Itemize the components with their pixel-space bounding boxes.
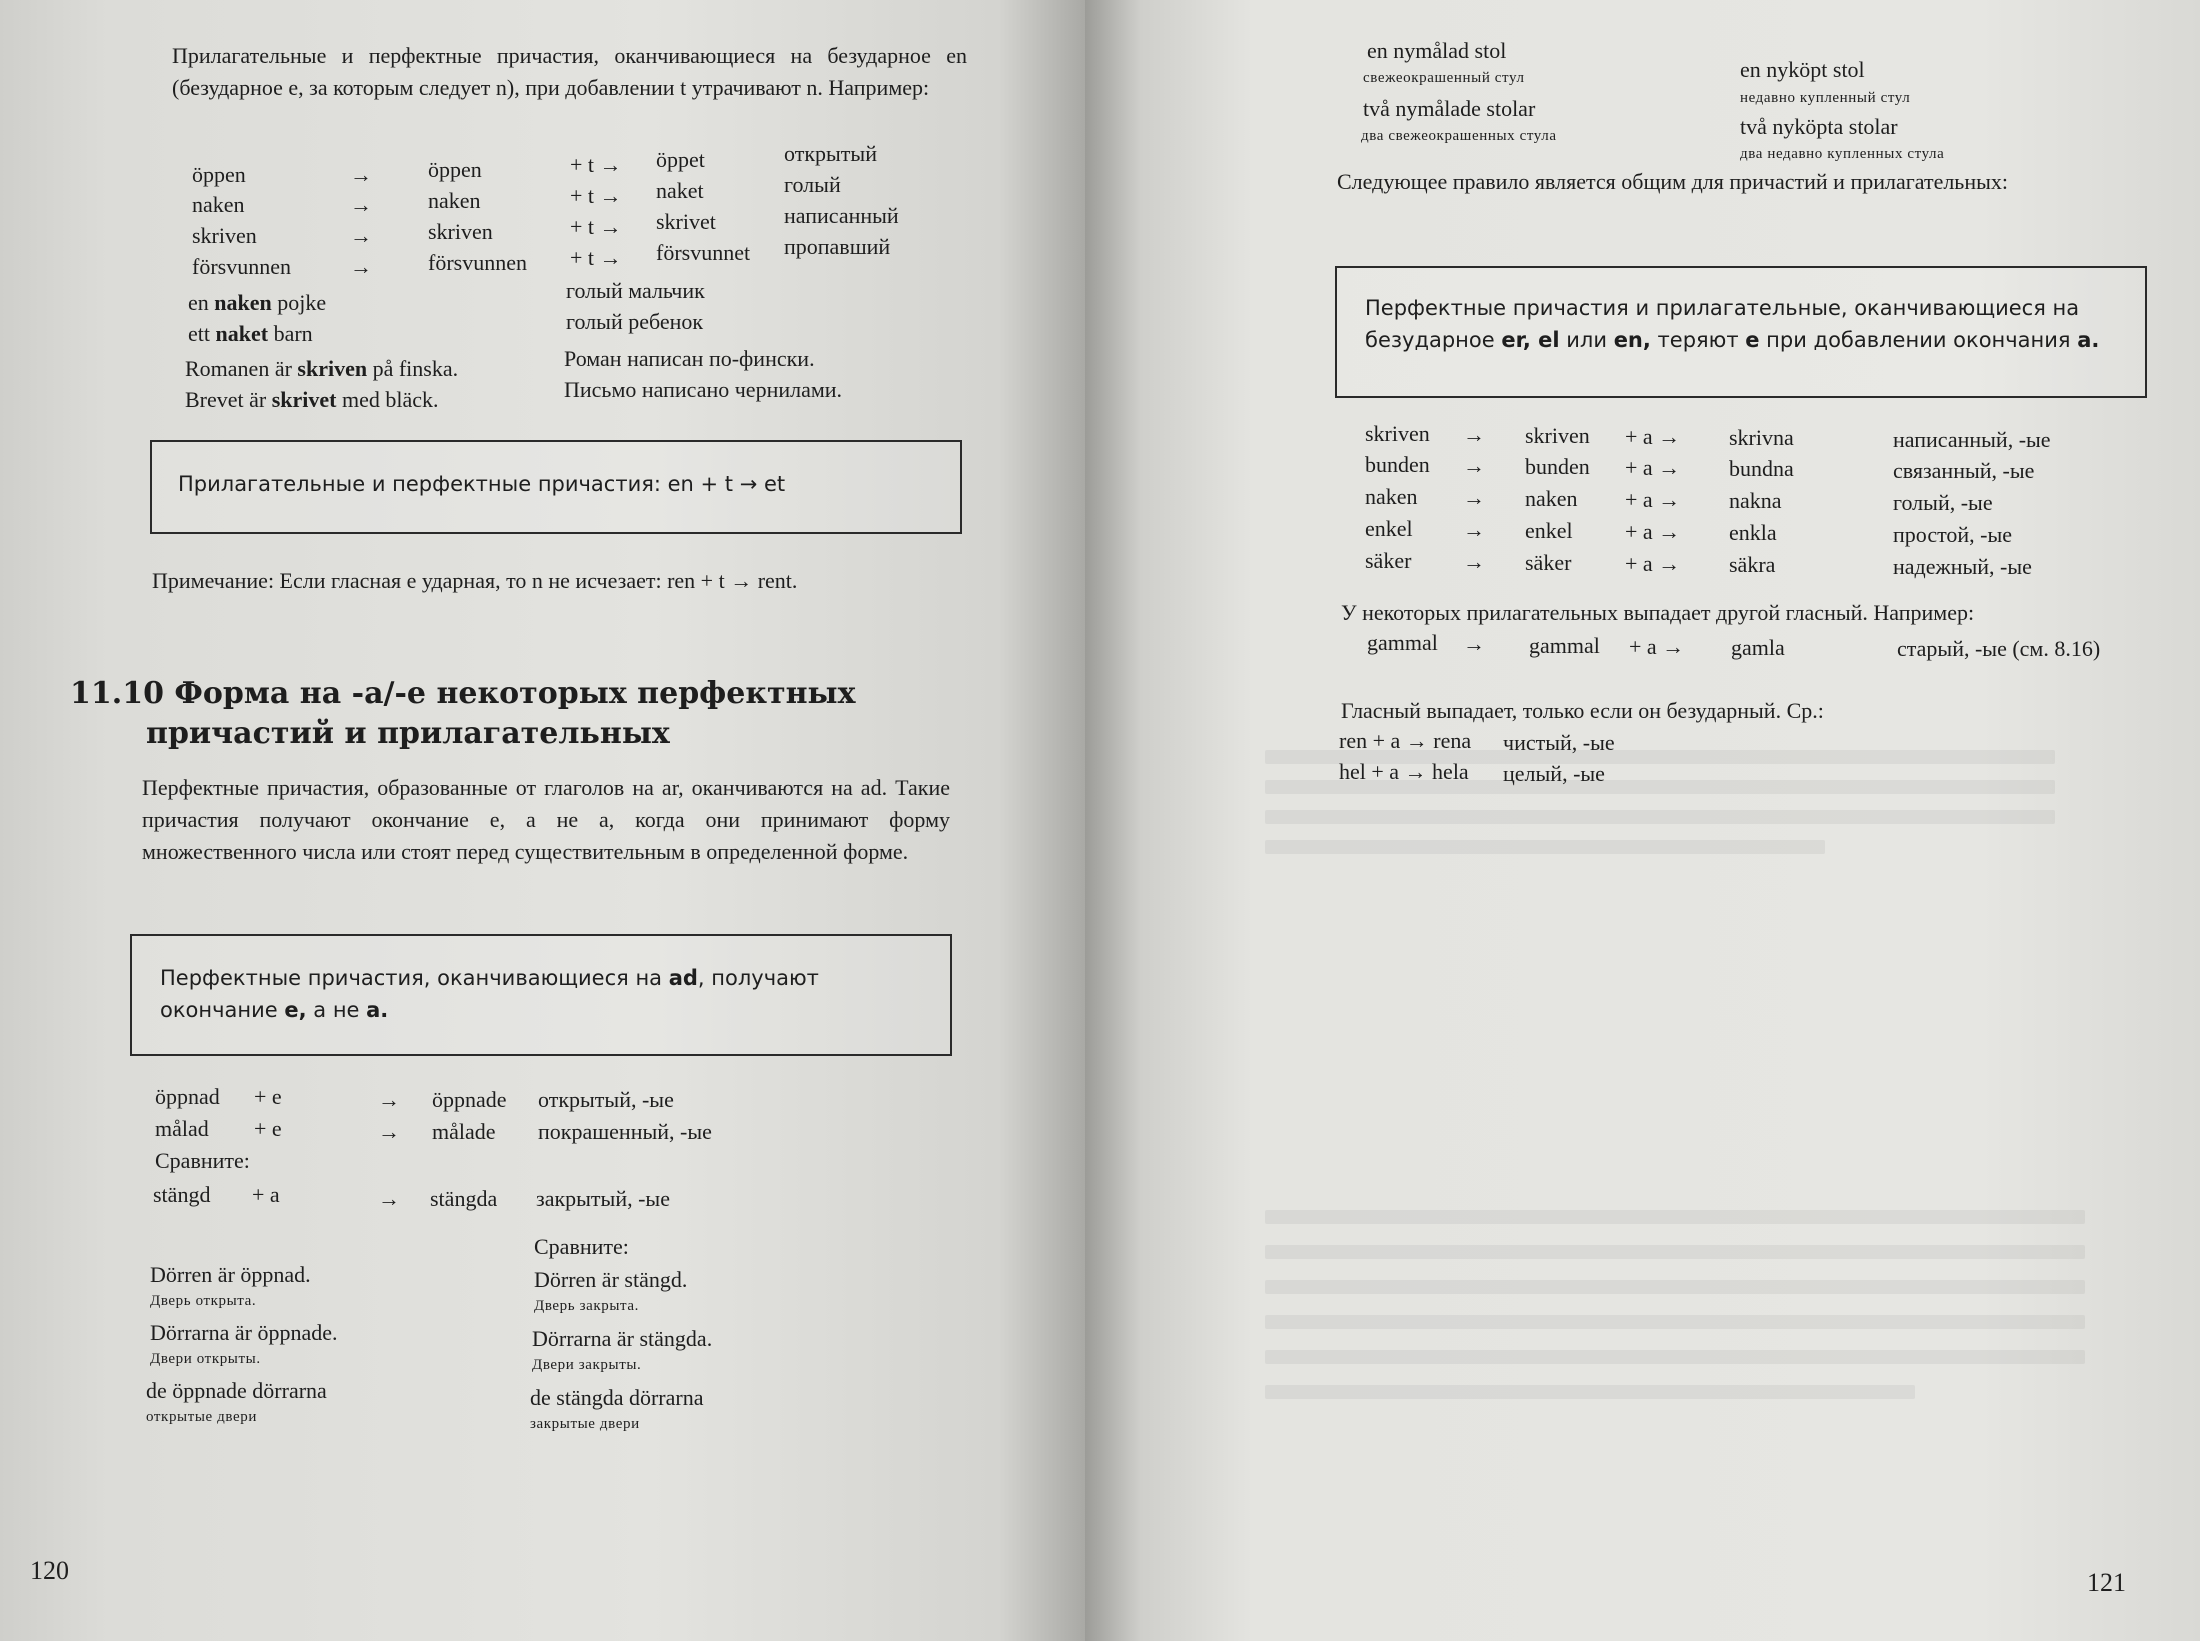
- form-translation: закрытый, -ые: [536, 1186, 670, 1211]
- form-suffix: + a: [252, 1182, 280, 1207]
- row-translation: простой, -ые: [1893, 522, 2013, 547]
- row-base: skriven: [1365, 421, 1430, 446]
- row-translation: голый, -ые: [1893, 490, 1993, 515]
- row-translation: старый, -ые (см. 8.16): [1897, 636, 2101, 661]
- row-stem: säker: [1525, 550, 1572, 575]
- rule-box: [150, 440, 962, 534]
- row-translation: написанный: [784, 203, 899, 228]
- example-translation: чистый, -ые: [1503, 730, 1615, 755]
- arrow: →: [350, 192, 372, 217]
- example-translation: Роман написан по-фински.: [564, 346, 815, 371]
- row-stem: öppen: [428, 157, 482, 182]
- intro-paragraph: Прилагательные и перфектные причастия, оканчивающиеся на безударное en (безударное e, за которым следует n), при добавлении t утрачивают n. Например:: [172, 43, 967, 100]
- row-result: försvunnet: [656, 240, 751, 265]
- example-translation: голый мальчик: [566, 278, 705, 303]
- row-suffix: + t →: [570, 152, 622, 177]
- arrow: →: [378, 1186, 400, 1211]
- arrow: →: [350, 162, 372, 187]
- section-heading-line2: причастий и прилагательных: [146, 716, 670, 751]
- right-page: [1085, 0, 2200, 1641]
- paragraph: Гласный выпадает, только если он безударный. Ср.:: [1341, 698, 1824, 723]
- rule-text: Прилагательные и перфектные причастия: en + t → et: [178, 472, 786, 496]
- row-stem: bunden: [1525, 454, 1590, 479]
- note: Примечание: Если гласная e ударная, то n не исчезает: ren + t → rent.: [152, 568, 798, 593]
- row-base: naken: [192, 192, 245, 217]
- row-base: bunden: [1365, 452, 1430, 477]
- row-suffix: + t →: [570, 214, 622, 239]
- arrow: →: [378, 1087, 400, 1112]
- arrow: →: [378, 1119, 400, 1144]
- form-result: stängda: [430, 1186, 498, 1211]
- arrow: →: [1463, 517, 1485, 542]
- example-translation: Письмо написано чернилами.: [564, 377, 843, 402]
- left-page: [0, 0, 1085, 1641]
- form-suffix: + e: [254, 1116, 282, 1141]
- row-base: skriven: [192, 223, 257, 248]
- example-sentence: Dörren är öppnad.: [150, 1262, 311, 1287]
- example-translation: Дверь закрыта.: [534, 1298, 639, 1314]
- row-suffix: + a →: [1625, 551, 1681, 576]
- row-stem: naken: [1525, 486, 1578, 511]
- form-result: öppnade: [432, 1087, 507, 1112]
- example-sentence: ett naket barn: [188, 321, 313, 346]
- row-base: försvunnen: [192, 254, 291, 279]
- row-translation: пропавший: [784, 234, 891, 259]
- example-phrase: en nyköpt stol: [1740, 57, 1865, 82]
- arrow: →: [350, 254, 372, 279]
- row-result: enkla: [1729, 520, 1777, 545]
- row-stem: enkel: [1525, 518, 1573, 543]
- example-translation: голый ребенок: [566, 309, 704, 334]
- paragraph: У некоторых прилагательных выпадает другой гласный. Например:: [1341, 600, 1975, 625]
- example-sentence: en naken pojke: [188, 290, 327, 315]
- row-suffix: + t →: [570, 245, 622, 270]
- row-suffix: + a →: [1625, 487, 1681, 512]
- compare-label: Сравните:: [534, 1234, 629, 1259]
- section-paragraph: Перфектные причастия, образованные от глаголов на ar, оканчиваются на ad. Такие причастия получают окончание e, а не a, когда они принимают форму множественного числа или стоят перед существительным в определенной форме.: [142, 775, 950, 864]
- arrow: →: [1463, 631, 1485, 656]
- row-result: bundna: [1729, 456, 1794, 481]
- row-base: gammal: [1367, 630, 1438, 655]
- example-sentence: de stängda dörrarna: [530, 1385, 704, 1410]
- example-sentence: Dörrarna är stängda.: [532, 1326, 713, 1351]
- page-number: 121: [2087, 1568, 2126, 1597]
- example-translation: Двери открыты.: [150, 1351, 261, 1367]
- rule-intro: Следующее правило является общим для причастий и прилагательных:: [1337, 169, 2009, 194]
- example-phrase: en nymålad stol: [1367, 38, 1507, 63]
- row-base: enkel: [1365, 516, 1413, 541]
- arrow: →: [1463, 549, 1485, 574]
- arrow: →: [1463, 485, 1485, 510]
- form-translation: открытый, -ые: [538, 1087, 674, 1112]
- example-sentence: Dörrarna är öppnade.: [150, 1320, 338, 1345]
- row-result: naket: [656, 178, 704, 203]
- example-translation: целый, -ые: [1503, 761, 1605, 786]
- example-translation: два свежеокрашенных стула: [1361, 128, 1557, 144]
- example-phrase: ren + a → rena: [1339, 728, 1472, 753]
- row-suffix: + a →: [1625, 519, 1681, 544]
- arrow: →: [1463, 453, 1485, 478]
- row-base: öppen: [192, 162, 246, 187]
- row-suffix: + a →: [1625, 424, 1681, 449]
- row-translation: связанный, -ые: [1893, 458, 2035, 483]
- row-suffix: + t →: [570, 183, 622, 208]
- example-sentence: Dörren är stängd.: [534, 1267, 688, 1292]
- form-base: målad: [155, 1116, 209, 1141]
- example-translation: открытые двери: [146, 1409, 257, 1425]
- page-number: 120: [30, 1556, 69, 1585]
- example-translation: недавно купленный стул: [1740, 90, 1911, 106]
- row-result: säkra: [1729, 552, 1776, 577]
- row-stem: skriven: [428, 219, 493, 244]
- row-stem: naken: [428, 188, 481, 213]
- row-base: säker: [1365, 548, 1412, 573]
- row-translation: открытый: [784, 141, 877, 166]
- row-result: skrivna: [1729, 425, 1794, 450]
- rule-text: окончание e, а не a.: [160, 998, 389, 1022]
- row-translation: написанный, -ые: [1893, 427, 2051, 452]
- arrow: →: [350, 223, 372, 248]
- example-translation: свежеокрашенный стул: [1363, 70, 1525, 86]
- row-stem: skriven: [1525, 423, 1590, 448]
- form-result: målade: [432, 1119, 496, 1144]
- row-result: nakna: [1729, 488, 1782, 513]
- form-base: öppnad: [155, 1084, 220, 1109]
- example-translation: Двери закрыты.: [532, 1357, 642, 1373]
- example-sentence: Brevet är skrivet med bläck.: [185, 387, 439, 412]
- rule-text: Перфектные причастия, оканчивающиеся на ad, получают: [160, 966, 819, 990]
- rule-box: [1335, 266, 2147, 398]
- example-translation: два недавно купленных стула: [1740, 146, 1945, 162]
- row-stem: försvunnen: [428, 250, 527, 275]
- section-heading: 11.10 Форма на -a/-e некоторых перфектных: [70, 676, 856, 711]
- row-result: skrivet: [656, 209, 716, 234]
- form-suffix: + e: [254, 1084, 282, 1109]
- example-phrase: två nymålade stolar: [1363, 96, 1536, 121]
- example-translation: закрытые двери: [530, 1416, 640, 1432]
- row-stem: gammal: [1529, 633, 1600, 658]
- rule-text: безударное er, el или en, теряют e при добавлении окончания a.: [1365, 328, 2100, 352]
- row-translation: надежный, -ые: [1893, 554, 2032, 579]
- row-result: gamla: [1731, 635, 1785, 660]
- form-base: stängd: [153, 1182, 211, 1207]
- compare-label: Сравните:: [155, 1148, 250, 1173]
- form-translation: покрашенный, -ые: [538, 1119, 712, 1144]
- row-suffix: + a →: [1629, 634, 1685, 659]
- example-phrase: två nyköpta stolar: [1740, 114, 1898, 139]
- row-translation: голый: [784, 172, 841, 197]
- arrow: →: [1463, 422, 1485, 447]
- row-suffix: + a →: [1625, 455, 1681, 480]
- example-sentence: Romanen är skriven på finska.: [185, 356, 459, 381]
- rule-text: Перфектные причастия и прилагательные, оканчивающиеся на: [1365, 296, 2080, 320]
- example-sentence: de öppnade dörrarna: [146, 1378, 327, 1403]
- row-result: öppet: [656, 147, 705, 172]
- example-phrase: hel + a → hela: [1339, 759, 1469, 784]
- rule-box: [130, 934, 952, 1056]
- example-translation: Дверь открыта.: [150, 1293, 257, 1309]
- row-base: naken: [1365, 484, 1418, 509]
